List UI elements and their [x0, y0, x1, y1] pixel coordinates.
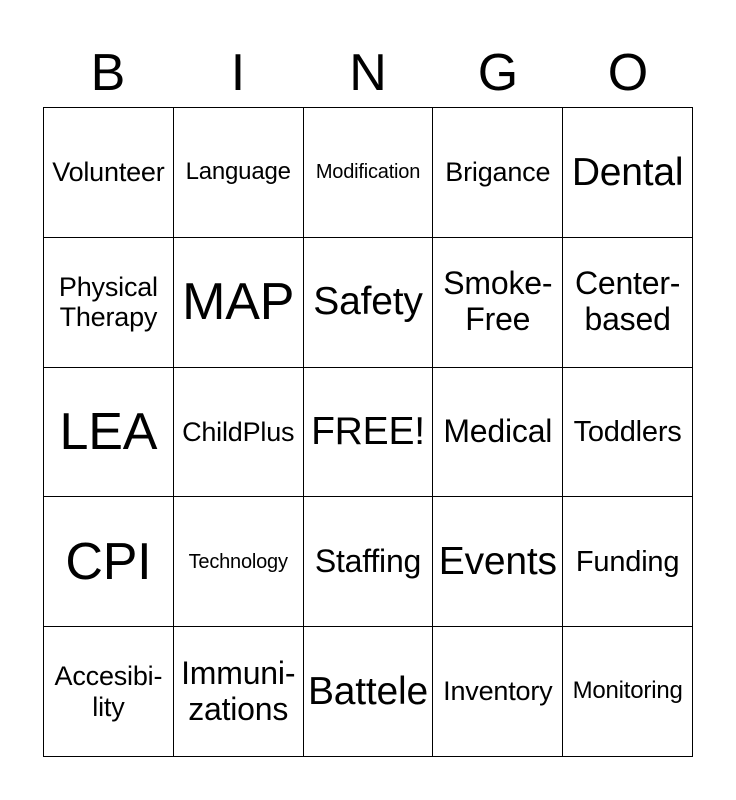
bingo-cell[interactable]: Toddlers: [563, 368, 693, 498]
header-letter-b: B: [90, 44, 126, 102]
bingo-cell[interactable]: ChildPlus: [174, 368, 304, 498]
bingo-card-grid: [43, 107, 693, 757]
bingo-cell[interactable]: Technology: [174, 497, 304, 627]
bingo-cell[interactable]: Accesibi- lity: [44, 627, 174, 757]
bingo-cell[interactable]: Smoke- Free: [433, 238, 563, 368]
bingo-cell[interactable]: Dental: [563, 108, 693, 238]
bingo-cell[interactable]: MAP: [174, 238, 304, 368]
header-letter-i: I: [230, 44, 246, 102]
bingo-cell[interactable]: Volunteer: [44, 108, 174, 238]
bingo-cell[interactable]: Events: [433, 497, 563, 627]
header-letter-o: O: [607, 44, 649, 102]
header-letter-n: N: [349, 44, 387, 102]
bingo-cell[interactable]: Staffing: [304, 497, 434, 627]
bingo-cell-free-space[interactable]: FREE!: [304, 368, 434, 498]
bingo-cell[interactable]: Language: [174, 108, 304, 238]
bingo-cell[interactable]: Funding: [563, 497, 693, 627]
header-letter-g: G: [477, 44, 519, 102]
bingo-cell[interactable]: Inventory: [433, 627, 563, 757]
bingo-cell[interactable]: LEA: [44, 368, 174, 498]
bingo-header: [43, 40, 693, 106]
bingo-cell[interactable]: Safety: [304, 238, 434, 368]
bingo-cell[interactable]: Physical Therapy: [44, 238, 174, 368]
bingo-cell[interactable]: Immuni- zations: [174, 627, 304, 757]
bingo-cell[interactable]: CPI: [44, 497, 174, 627]
bingo-cell[interactable]: Medical: [433, 368, 563, 498]
bingo-cell[interactable]: Monitoring: [563, 627, 693, 757]
bingo-cell[interactable]: Battele: [304, 627, 434, 757]
bingo-cell[interactable]: Center- based: [563, 238, 693, 368]
bingo-cell[interactable]: Brigance: [433, 108, 563, 238]
bingo-cell[interactable]: Modification: [304, 108, 434, 238]
